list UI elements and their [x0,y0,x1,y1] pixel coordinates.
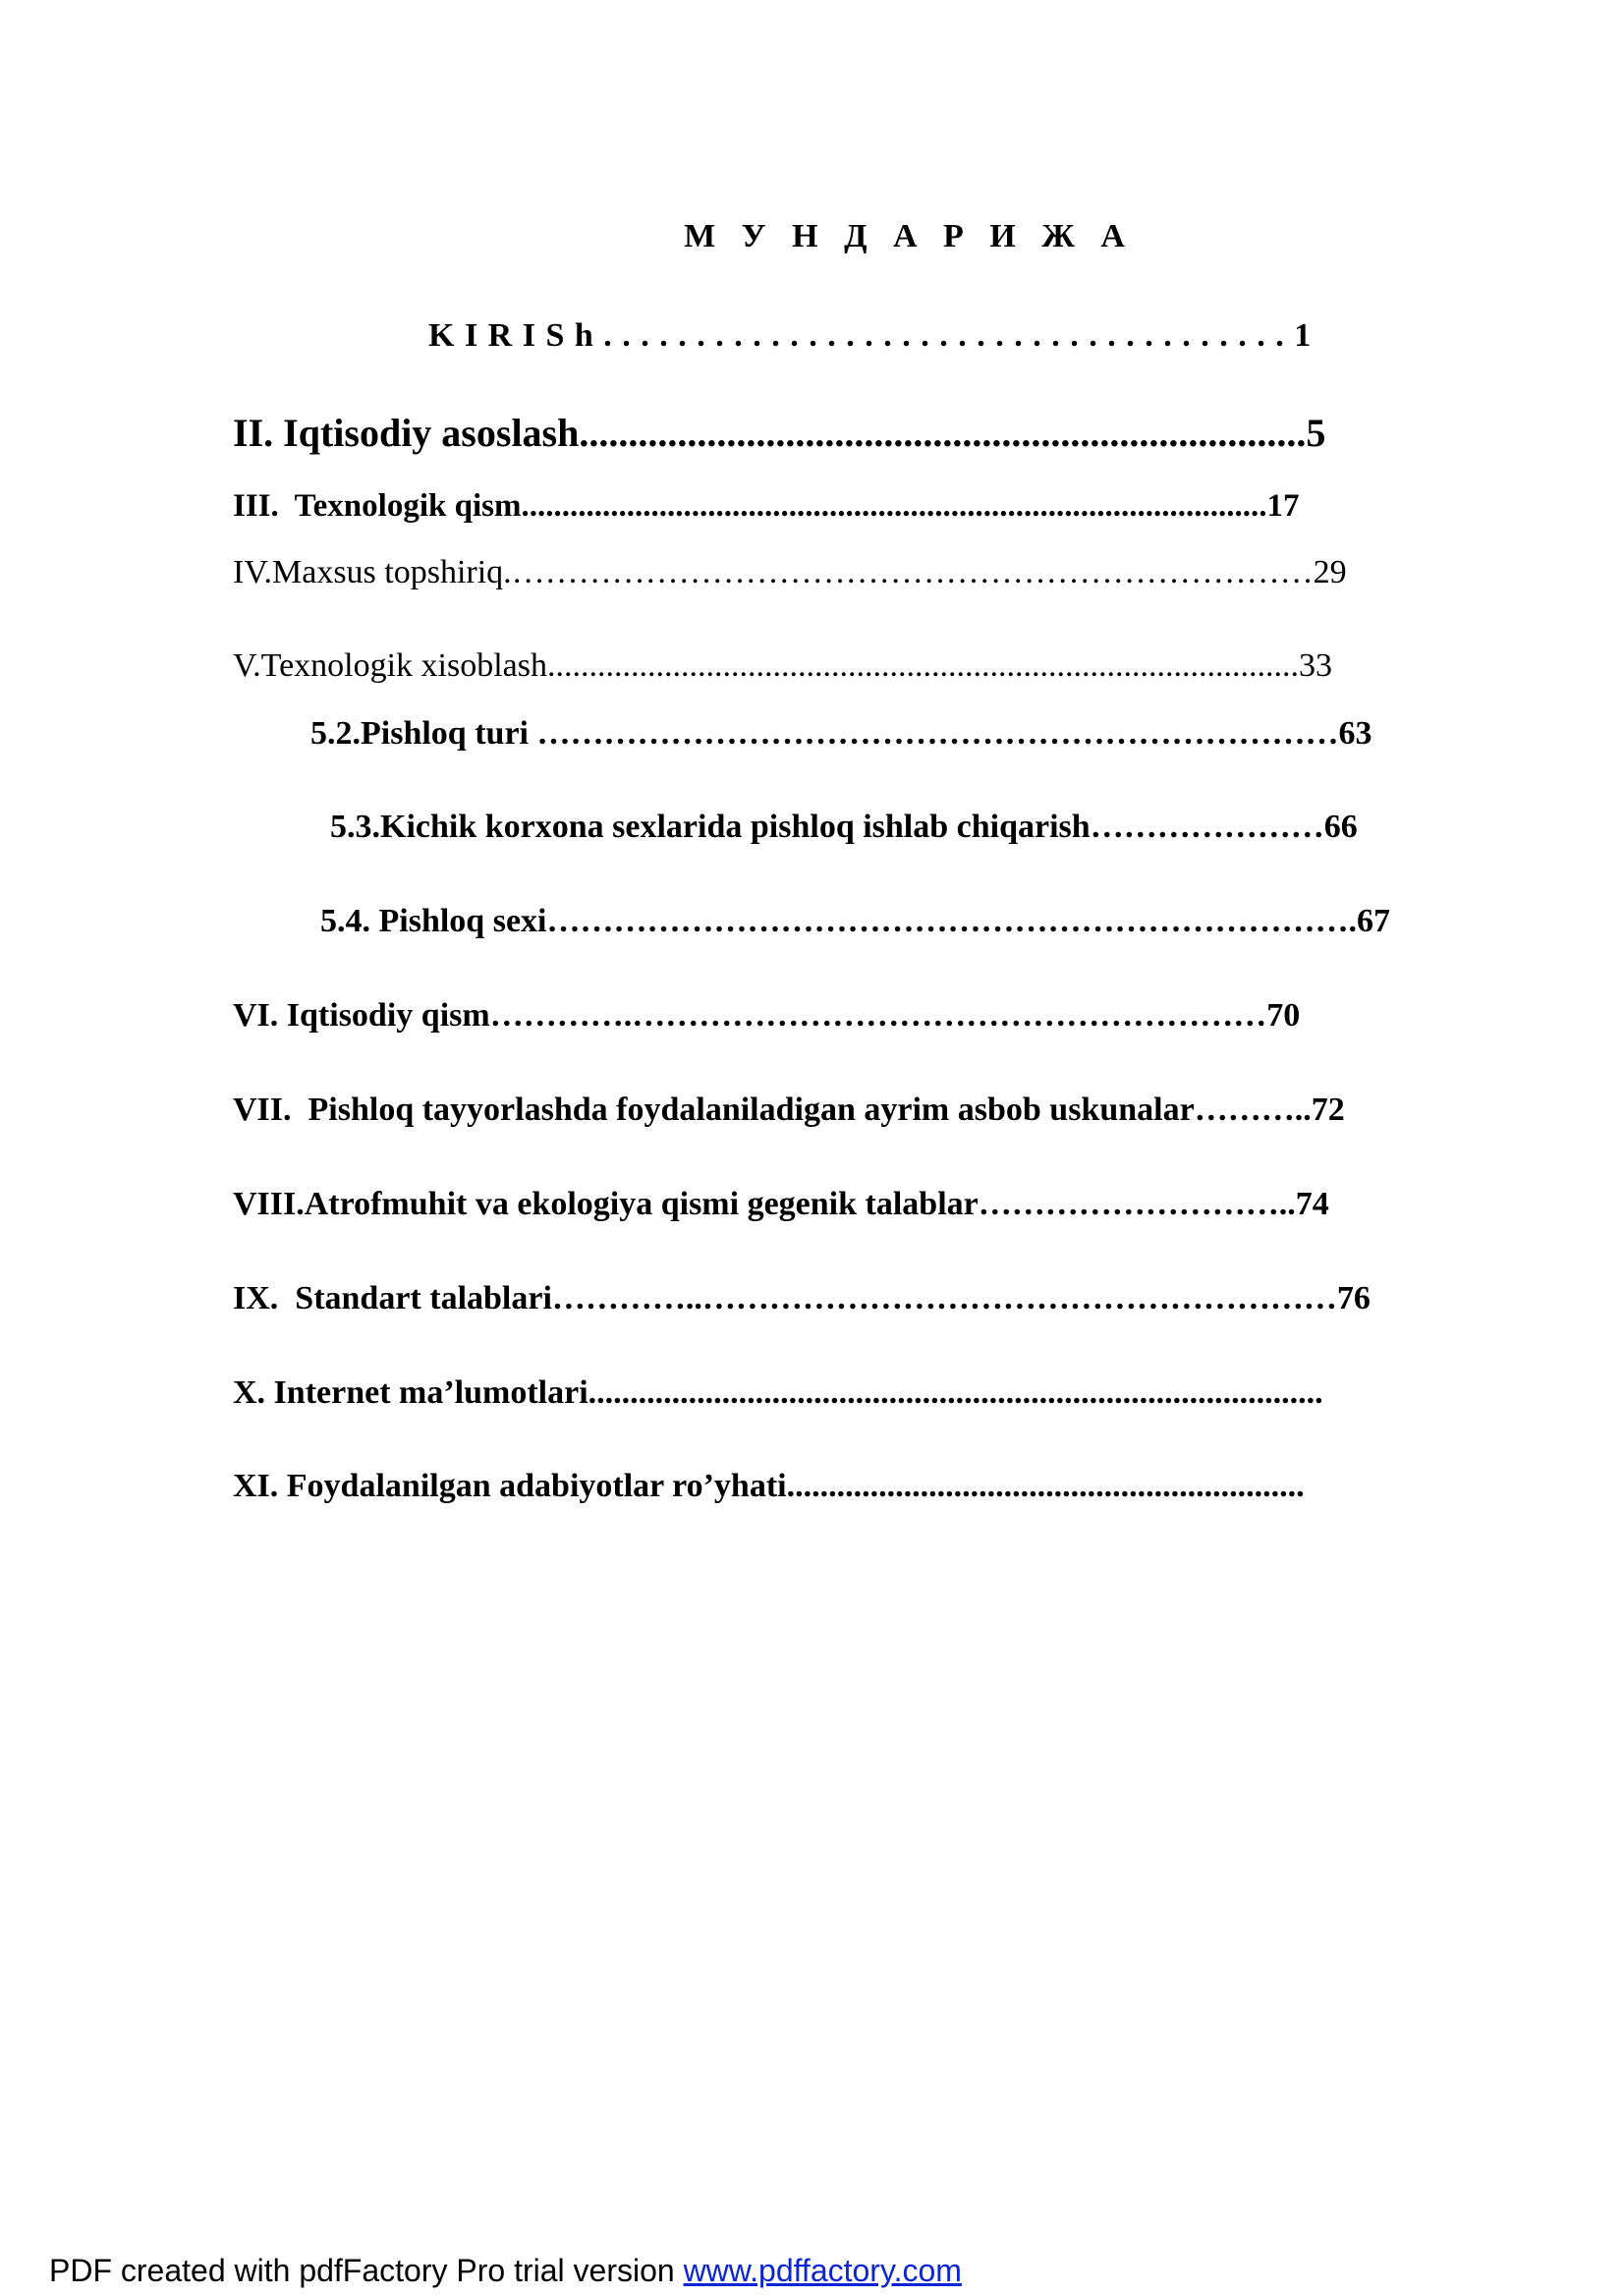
toc-item-texnologik-qism: III. Texnologik qism............................................................................................17 [233,488,1300,524]
toc-item-iqtisodiy-asoslash: II. Iqtisodiy asoslash..........................................................................5 [233,411,1326,455]
pdf-footer [49,2253,962,2289]
toc-item-atrofmuhit: VIII.Atrofmuhit va ekologiya qismi gegenik talablar………………………..74 [233,1186,1329,1222]
footer-text: PDF created with pdfFactory Pro trial version [49,2253,684,2288]
toc-item-pishloq-sexi: 5.4. Pishloq sexi……………………………………………………………….67 [320,903,1390,939]
toc-item-adabiyotlar: XI. Foydalanilgan adabiyotlar ro’yhati.............................................................. [233,1468,1305,1504]
toc-item-standart-talablari: IX. Standart talablari…………..…………………………………………………76 [233,1280,1371,1316]
page-title: М У Н Д А Р И Ж А [684,218,1134,254]
footer-link[interactable]: www.pdffactory.com [683,2253,962,2288]
toc-item-pishloq-turi: 5.2.Pishloq turi ………………………………………………………………63 [310,715,1372,752]
toc-item-kirish: K I R I S h . . . . . . . . . . . . . . . . . . . . . . . . . . . . . . . . . . . . . 1 [428,317,1313,354]
toc-item-asbob-uskunalar: VII. Pishloq tayyorlashda foydalaniladigan ayrim asbob uskunalar………..72 [233,1092,1345,1128]
toc-item-texnologik-xisoblash: V.Texnologik xisoblash..........................................................................................33 [233,647,1332,684]
toc-item-iqtisodiy-qism: VI. Iqtisodiy qism………….…………………………………………………70 [233,997,1301,1034]
toc-item-kichik-korxona: 5.3.Kichik korxona sexlarida pishloq ishlab chiqarish…………………66 [330,809,1358,845]
toc-item-maxsus-topshiriq: IV.Maxsus topshiriq.………………………………………………………………29 [233,554,1347,590]
toc-item-internet: X. Internet ma’lumotlari........................................................................................ [233,1374,1323,1411]
